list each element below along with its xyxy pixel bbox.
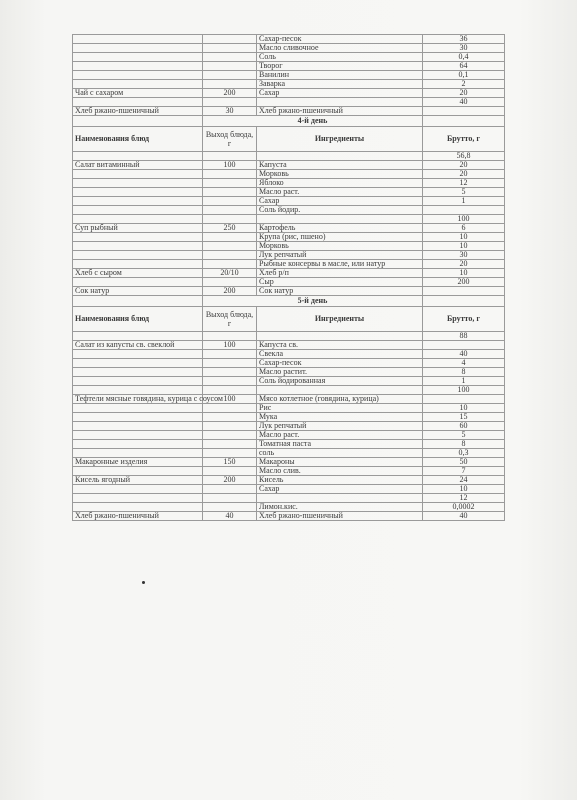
menu-table-body (73, 35, 505, 521)
gross-weight-cell: 30 (423, 251, 505, 260)
ingredient-row (73, 269, 505, 278)
ingredient-cell: Рыбные консервы в масле, или натур (257, 260, 423, 269)
gross-weight-cell: 12 (423, 179, 505, 188)
portion-cell (203, 71, 257, 80)
day-heading-spacer (73, 296, 203, 307)
gross-weight-cell: 0,1 (423, 71, 505, 80)
dish-name-cell: Хлеб ржано-пшеничный (73, 512, 203, 521)
ingredient-row (73, 89, 505, 98)
dish-name-cell (73, 233, 203, 242)
gross-weight-cell: 64 (423, 62, 505, 71)
ingredient-cell: Соль йодир. (257, 206, 423, 215)
header-ingredients: Ингредиенты (257, 307, 423, 332)
dish-name-cell: Салат из капусты св. свеклой (73, 341, 203, 350)
gross-weight-cell: 40 (423, 350, 505, 359)
ingredient-cell: Сыр (257, 278, 423, 287)
ingredient-row (73, 53, 505, 62)
dish-name-cell: Чай с сахаром (73, 89, 203, 98)
portion-cell: 150 (203, 458, 257, 467)
portion-cell (203, 359, 257, 368)
dish-name-cell (73, 188, 203, 197)
header-dish-name: Наименования блюд (73, 307, 203, 332)
ingredient-cell: Крупа (рис, пшено) (257, 233, 423, 242)
gross-weight-cell: 40 (423, 98, 505, 107)
dish-name-cell: Сок натур (73, 287, 203, 296)
dish-name-cell: Тефтели мясные говядина, курица с соусом (73, 395, 203, 404)
gross-weight-cell: 200 (423, 278, 505, 287)
ingredient-cell: Макароны (257, 458, 423, 467)
gross-weight-cell: 100 (423, 386, 505, 395)
ingredient-row (73, 476, 505, 485)
gross-weight-cell: 60 (423, 422, 505, 431)
gross-weight-cell: 12 (423, 494, 505, 503)
portion-cell (203, 422, 257, 431)
ingredient-row (73, 440, 505, 449)
ingredient-cell: Лук репчатый (257, 251, 423, 260)
dish-name-cell (73, 206, 203, 215)
gross-weight-cell: 1 (423, 377, 505, 386)
ingredient-cell: Яблоко (257, 179, 423, 188)
dish-name-cell: Хлеб с сыром (73, 269, 203, 278)
gross-weight-cell: 10 (423, 242, 505, 251)
ingredient-row (73, 170, 505, 179)
ingredient-row (73, 395, 505, 404)
portion-cell: 200 (203, 89, 257, 98)
dish-name-cell: Суп рыбный (73, 224, 203, 233)
gross-weight-cell: 0,4 (423, 53, 505, 62)
gross-weight-cell: 8 (423, 368, 505, 377)
ingredient-row (73, 377, 505, 386)
ingredient-cell: Хлеб р/п (257, 269, 423, 278)
day-heading-spacer (73, 116, 203, 127)
column-header-row (73, 307, 505, 332)
dish-name-cell: Хлеб ржано-пшеничный (73, 107, 203, 116)
gross-weight-cell: 20 (423, 161, 505, 170)
dish-name-cell (73, 197, 203, 206)
gross-weight-cell: 5 (423, 431, 505, 440)
portion-cell: 250 (203, 224, 257, 233)
ink-dot (142, 581, 145, 584)
dish-name-cell (73, 71, 203, 80)
portion-cell (203, 197, 257, 206)
gross-weight-cell: 36 (423, 35, 505, 44)
gross-weight-cell: 50 (423, 458, 505, 467)
gross-weight-cell: 100 (423, 215, 505, 224)
portion-cell (203, 242, 257, 251)
ingredient-cell: Заварка (257, 80, 423, 89)
ingredient-cell: Кисель (257, 476, 423, 485)
portion-cell: 100 (203, 341, 257, 350)
day-heading-row (73, 296, 505, 307)
portion-cell: 40 (203, 512, 257, 521)
gross-weight-cell: 88 (423, 332, 505, 341)
portion-cell (203, 233, 257, 242)
portion-cell (203, 494, 257, 503)
ingredient-cell: Ванилин (257, 71, 423, 80)
ingredient-cell: Соль (257, 53, 423, 62)
portion-cell: 30 (203, 107, 257, 116)
portion-cell (203, 377, 257, 386)
gross-weight-cell: 2 (423, 80, 505, 89)
ingredient-cell: Масло раст. (257, 431, 423, 440)
gross-weight-cell (423, 107, 505, 116)
portion-cell (203, 206, 257, 215)
dish-name-cell (73, 359, 203, 368)
ingredient-cell: Сахар (257, 485, 423, 494)
gross-weight-cell: 10 (423, 485, 505, 494)
ingredient-cell: Свекла (257, 350, 423, 359)
ingredient-row (73, 341, 505, 350)
ingredient-cell: Творог (257, 62, 423, 71)
ingredient-row (73, 80, 505, 89)
ingredient-cell: Морковь (257, 170, 423, 179)
portion-cell: 100 (203, 161, 257, 170)
gross-weight-cell: 30 (423, 44, 505, 53)
portion-cell (203, 179, 257, 188)
ingredient-row (73, 512, 505, 521)
gross-weight-cell: 5 (423, 188, 505, 197)
header-ingredients: Ингредиенты (257, 127, 423, 152)
dish-name-cell (73, 422, 203, 431)
portion-cell (203, 35, 257, 44)
gross-weight-cell: 20 (423, 89, 505, 98)
ingredient-cell: Капуста св. (257, 341, 423, 350)
gross-weight-cell: 1 (423, 197, 505, 206)
portion-cell: 200 (203, 476, 257, 485)
dish-name-cell (73, 440, 203, 449)
portion-cell (203, 53, 257, 62)
ingredient-cell: Картофель (257, 224, 423, 233)
dish-name-cell (73, 179, 203, 188)
ingredient-cell: Лимон.кис. (257, 503, 423, 512)
ingredient-cell: Масло растит. (257, 368, 423, 377)
gross-weight-cell: 10 (423, 404, 505, 413)
dish-name-cell (73, 242, 203, 251)
dish-name-cell (73, 485, 203, 494)
menu-table (72, 34, 505, 521)
gross-weight-cell: 15 (423, 413, 505, 422)
portion-cell (203, 431, 257, 440)
portion-cell (203, 251, 257, 260)
ingredient-cell: соль (257, 449, 423, 458)
ingredient-cell: Томатная паста (257, 440, 423, 449)
ingredient-cell: Мясо котлетное (говядина, курица) (257, 395, 423, 404)
portion-cell (203, 404, 257, 413)
dish-name-cell (73, 350, 203, 359)
day-heading: 5-й день (203, 296, 423, 307)
ingredient-row (73, 485, 505, 494)
ingredient-row (73, 107, 505, 116)
gross-weight-cell: 20 (423, 260, 505, 269)
portion-cell (203, 368, 257, 377)
ingredient-cell: Морковь (257, 242, 423, 251)
day-heading: 4-й день (203, 116, 423, 127)
ingredient-row (73, 71, 505, 80)
gross-weight-cell: 40 (423, 512, 505, 521)
portion-cell (203, 44, 257, 53)
dish-name-cell (73, 62, 203, 71)
ingredient-cell: Масло сливочное (257, 44, 423, 53)
gross-weight-cell: 0,0002 (423, 503, 505, 512)
gross-weight-cell: 10 (423, 233, 505, 242)
ingredient-row (73, 467, 505, 476)
gross-weight-cell: 20 (423, 170, 505, 179)
portion-cell (203, 485, 257, 494)
day-heading-spacer (423, 296, 505, 307)
ingredient-row (73, 44, 505, 53)
dish-name-cell: Салат витаминный (73, 161, 203, 170)
ingredient-row (73, 206, 505, 215)
portion-cell: 100 (203, 395, 257, 404)
header-dish-name: Наименования блюд (73, 127, 203, 152)
portion-cell: 200 (203, 287, 257, 296)
ingredient-row (73, 287, 505, 296)
ingredient-cell: Сахар (257, 197, 423, 206)
ingredient-cell: Лук репчатый (257, 422, 423, 431)
dish-name-cell (73, 44, 203, 53)
ingredient-cell: Сок натур (257, 287, 423, 296)
ingredient-cell: Масло раст. (257, 188, 423, 197)
dish-name-cell (73, 413, 203, 422)
dish-name-cell (73, 404, 203, 413)
header-portion: Выход блюда, г (203, 127, 257, 152)
ingredient-row (73, 188, 505, 197)
dish-name-cell (73, 494, 203, 503)
ingredient-row (73, 404, 505, 413)
day-heading-row (73, 116, 505, 127)
dish-name-cell (73, 53, 203, 62)
ingredient-cell: Мука (257, 413, 423, 422)
ingredient-cell: Сахар (257, 89, 423, 98)
dish-name-cell (73, 35, 203, 44)
gross-weight-cell: 56,8 (423, 152, 505, 161)
gross-weight-cell: 6 (423, 224, 505, 233)
gross-weight-cell: 8 (423, 440, 505, 449)
portion-cell (203, 62, 257, 71)
portion-cell (203, 188, 257, 197)
portion-cell (203, 170, 257, 179)
ingredient-cell: Сахар-песок (257, 359, 423, 368)
portion-cell (203, 440, 257, 449)
ingredient-cell: Масло слив. (257, 467, 423, 476)
dish-name-cell (73, 377, 203, 386)
dish-name-cell (73, 368, 203, 377)
header-gross-weight: Брутто, г (423, 127, 505, 152)
day-heading-spacer (423, 116, 505, 127)
ingredient-cell: Сахар-песок (257, 35, 423, 44)
header-gross-weight: Брутто, г (423, 307, 505, 332)
menu-sheet (72, 34, 504, 521)
dish-name-cell (73, 431, 203, 440)
gross-weight-cell: 10 (423, 269, 505, 278)
column-header-row (73, 127, 505, 152)
dish-name-cell: Кисель ягодный (73, 476, 203, 485)
portion-cell (203, 413, 257, 422)
dish-name-cell (73, 170, 203, 179)
ingredient-cell: Соль йодированная (257, 377, 423, 386)
gross-weight-cell: 24 (423, 476, 505, 485)
gross-weight-cell: 7 (423, 467, 505, 476)
portion-cell (203, 350, 257, 359)
ingredient-cell: Хлеб ржано-пшеничный (257, 512, 423, 521)
dish-name-cell (73, 251, 203, 260)
ingredient-cell: Рис (257, 404, 423, 413)
ingredient-cell: Хлеб ржано-пшеничный (257, 107, 423, 116)
gross-weight-cell (423, 287, 505, 296)
ingredient-cell: Капуста (257, 161, 423, 170)
portion-cell: 20/10 (203, 269, 257, 278)
header-portion: Выход блюда, г (203, 307, 257, 332)
dish-name-cell: Макаронные изделия (73, 458, 203, 467)
gross-weight-cell: 4 (423, 359, 505, 368)
gross-weight-cell: 0,3 (423, 449, 505, 458)
